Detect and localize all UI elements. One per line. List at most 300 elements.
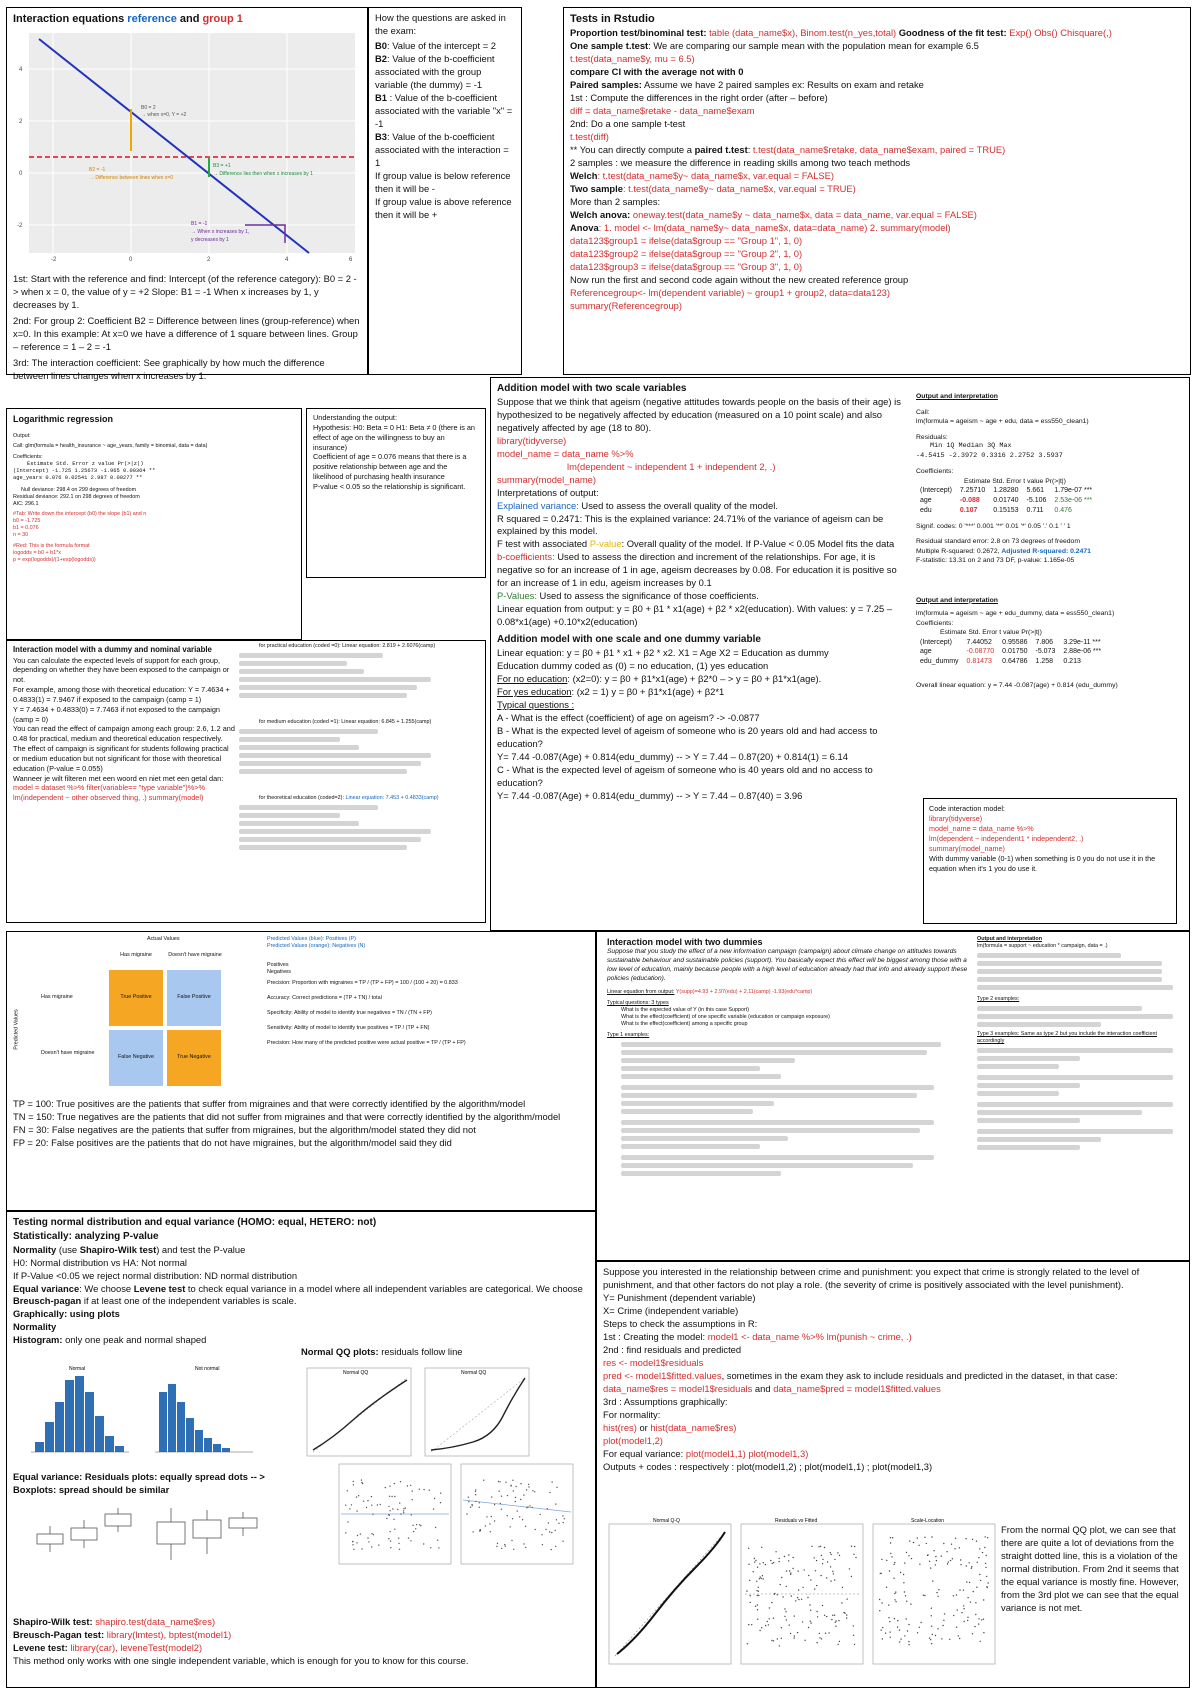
scatter-dot [351, 1504, 352, 1505]
scatter-dot [889, 1631, 890, 1632]
scatter-dot [904, 1591, 905, 1592]
model-output-theoretical [239, 805, 479, 865]
scatter-dot [356, 1510, 357, 1511]
scatter-dot [889, 1570, 890, 1571]
scatter-dot [784, 1608, 785, 1609]
normality-header: Normality [13, 1321, 57, 1333]
scatter-dot [356, 1542, 357, 1543]
scatter-dot [760, 1576, 761, 1577]
matrix-side-label: Predicted Values [13, 1009, 20, 1050]
scatter-dot [429, 1490, 430, 1491]
scatter-dot [881, 1602, 882, 1603]
scatter-dot [972, 1539, 973, 1540]
svg-text:Normal QQ: Normal QQ [343, 1370, 369, 1376]
residuals-label: Equal variance: Residuals plots: equally spread dots -- > [13, 1471, 265, 1482]
scatter-dot [525, 1526, 526, 1527]
scatter-dot [398, 1538, 399, 1539]
code-line: plot(model1,2) [603, 1434, 663, 1446]
scatter-dot [534, 1491, 535, 1492]
scatter-dot [959, 1589, 960, 1590]
scatter-dot [967, 1617, 968, 1618]
sensitivity-formula: Sensitivity: Ability of model to identify true positives = TP / (TP + FN) [267, 1025, 430, 1032]
scatter-dot [777, 1594, 778, 1595]
examples-label: Type 1 examples: [607, 1032, 650, 1039]
scatter-dot [797, 1632, 798, 1633]
histogram-figures [17, 1362, 271, 1462]
scatter-dot [545, 1529, 546, 1530]
scatter-dot [899, 1641, 900, 1642]
scatter-dot [960, 1559, 961, 1560]
scatter-dot [347, 1521, 348, 1522]
accuracy-formula: Accuracy: Correct predictions = (TP + TN) / total [267, 995, 382, 1002]
coef-row: edu 0.107 0.15153 0.711 0.476 [920, 506, 1072, 514]
independent-variable: X= Crime (independent variable) [603, 1304, 739, 1316]
scatter-dot [555, 1546, 556, 1547]
question-a: A - What is the effect (coefficient) of age on ageism? -> -0.0877 [497, 711, 760, 723]
equation-practical: for practical education (coded =0): Linear equation: 2.819 + 2.6076(camp) [259, 643, 436, 649]
scatter-dot [515, 1497, 516, 1498]
f-test: F test with associated P-value: Overall quality of the model. If P-Value < 0.05 Model fits the data [497, 538, 895, 550]
scatter-dot [390, 1540, 391, 1541]
scatter-dot [770, 1560, 771, 1561]
scatter-dot [371, 1546, 372, 1547]
scatter-dot [372, 1514, 373, 1515]
note-b0: B0 = 2 [141, 105, 156, 112]
scatter-dot [889, 1621, 890, 1622]
scatter-dot [983, 1619, 984, 1620]
scatter-dot [423, 1543, 424, 1544]
call-text: lm(formula = ageism ~ age + edu, data = ess550_clean1) [916, 418, 1089, 426]
scatter-dot [973, 1591, 974, 1592]
note-b3: B3 = +1 [213, 163, 231, 170]
scatter-dot [956, 1627, 957, 1628]
legend-line: Negatives [267, 969, 291, 976]
scatter-dot [750, 1595, 751, 1596]
scatter-dot [761, 1547, 762, 1548]
scatter-dot [809, 1604, 810, 1605]
scatter-dot [466, 1513, 467, 1514]
scatter-dot [556, 1487, 557, 1488]
scatter-dot [541, 1534, 542, 1535]
scatter-dot [498, 1491, 499, 1492]
question-b3: B3: Value of the b-coefficient associated with the interaction = 1 [375, 130, 509, 168]
understanding-output-section [306, 408, 486, 578]
output-call: lm(formula = support ~ education * campaign, data = .) [977, 943, 1108, 950]
scatter-dot [767, 1621, 768, 1622]
scatter-dot [412, 1525, 413, 1526]
code-line: res <- model1$residuals [603, 1356, 704, 1368]
type1-examples [607, 1042, 969, 1176]
scatter-dot [802, 1621, 803, 1622]
false-negative-cell: False Negative [109, 1030, 163, 1086]
output-title: Output and interpretation [916, 393, 998, 400]
scatter-dot [849, 1568, 850, 1569]
scatter-dot [437, 1540, 438, 1541]
scatter-dot [751, 1624, 752, 1625]
scatter-dot [808, 1575, 809, 1576]
interaction-dummy-section [6, 640, 486, 923]
scatter-dot [761, 1627, 762, 1628]
scatter-dot [775, 1551, 776, 1552]
scatter-dot [798, 1589, 799, 1590]
scatter-dot [949, 1639, 950, 1640]
equation-theoretical: for theoretical education (coded=2): Linear equation: 7.453 + 0.4833(camp) [259, 795, 439, 802]
scatter-dot [978, 1557, 979, 1558]
aic: AIC: 296.1 [13, 500, 39, 507]
scatter-dot [759, 1578, 760, 1579]
scatter-dot [905, 1595, 906, 1596]
scatter-dot [935, 1635, 936, 1636]
residuals-values: -4.5415 -2.3972 0.3316 2.2752 3.5937 [916, 451, 1063, 460]
scatter-dot [746, 1590, 747, 1591]
scatter-dot [854, 1546, 855, 1547]
scatter-dot [494, 1504, 495, 1505]
scatter-dot [971, 1566, 972, 1567]
scatter-dot [400, 1481, 401, 1482]
scatter-dot [497, 1543, 498, 1544]
scatter-dot [890, 1537, 891, 1538]
examples-label: Type 3 examples: Same as type 2 but you include the interaction coefficient accordingly [977, 1031, 1157, 1045]
scatter-dot [986, 1576, 987, 1577]
scatter-dot [749, 1580, 750, 1581]
scatter-dot [851, 1546, 852, 1547]
step-2: 2nd: For group 2: Coefficient B2 = Difference between lines (group-reference) when x=0. In this example: At x=0 we have a difference of 1 square between lines. Group – reference = 1 – 2 = -1 [13, 315, 360, 353]
scatter-dot [435, 1527, 436, 1528]
code-note: With dummy variable (0-1) when something is 0 you do not use it in the equation when it's 1 you do use it. [929, 854, 1156, 874]
scatter-dot [963, 1590, 964, 1591]
body-text: You can calculate the expected levels of support for each group, depending on whether they have been exposed to the campaign or not. [13, 655, 230, 685]
type3-examples [977, 1048, 1183, 1150]
scatter-dot [527, 1506, 528, 1507]
scatter-dot [972, 1633, 973, 1634]
output-title: Output and interpretation [977, 936, 1042, 942]
scatter-dot [494, 1520, 495, 1521]
scatter-dot [352, 1541, 353, 1542]
plot-title: Scale-Location [911, 1518, 945, 1524]
scatter-dot [900, 1638, 901, 1639]
body-text: Wanneer je wilt filteren met een woord en niet met een getal dan: [13, 773, 224, 783]
scatter-dot [353, 1481, 354, 1482]
scatter-dot [909, 1540, 910, 1541]
diagnostic-plots [605, 1516, 997, 1678]
coef-row: age_years 0.076 0.02541 2.987 0.00277 ** [13, 475, 143, 482]
code-line: diff = data_name$retake - data_name$exam [570, 104, 755, 116]
scatter-dot [513, 1549, 514, 1550]
scatter-dot [773, 1618, 774, 1619]
scatter-dot [932, 1634, 933, 1635]
scatter-dot [797, 1597, 798, 1598]
scatter-dot [814, 1588, 815, 1589]
scatter-dot [755, 1560, 756, 1561]
coef-label: Coefficients: [916, 619, 954, 627]
scatter-dot [890, 1553, 891, 1554]
section-title: Logarithmic regression [13, 414, 114, 424]
scatter-dot [747, 1643, 748, 1644]
section-title: Interaction equations reference and group 1 [13, 13, 243, 25]
scatter-dot [773, 1562, 774, 1563]
scatter-dot [842, 1587, 843, 1588]
questions-intro: How the questions are asked in the exam: [375, 12, 506, 36]
scatter-dot [886, 1587, 887, 1588]
residual-deviance: Residual deviance: 292.1 on 298 degrees of freedom [13, 493, 140, 500]
scatter-dot [757, 1595, 758, 1596]
true-negative-cell: True Negative [167, 1030, 221, 1086]
scatter-dot [794, 1635, 795, 1636]
scatter-dot [920, 1622, 921, 1623]
scatter-dot [801, 1599, 802, 1600]
step-2: 2nd : find residuals and predicted [603, 1343, 742, 1355]
scatter-dot [822, 1605, 823, 1606]
scatter-dot [781, 1627, 782, 1628]
p-values: P-Values: Used to assess the significance of those coefficients. [497, 590, 759, 602]
scatter-dot [489, 1523, 490, 1524]
scatter-dot [486, 1516, 487, 1517]
scatter-dot [834, 1559, 835, 1560]
interaction-two-dummies-section [596, 931, 1190, 1261]
scatter-dot [987, 1537, 988, 1538]
scatter-dot [957, 1609, 958, 1610]
scatter-dot [894, 1562, 895, 1563]
scatter-dot [832, 1571, 833, 1572]
scatter-dot [496, 1546, 497, 1547]
scatter-dot [757, 1619, 758, 1620]
scatter-dot [519, 1516, 520, 1517]
scatter-dot [564, 1518, 565, 1519]
pvalue-rule: If P-Value <0.05 we reject normal distribution: ND normal distribution [13, 1269, 298, 1281]
scatter-dot [507, 1495, 508, 1496]
scatter-dot [979, 1574, 980, 1575]
scatter-dot [413, 1531, 414, 1532]
scatter-dot [966, 1565, 967, 1566]
output-call: Call: glm(formula = health_insurance ~ age_years, family = binomial, data = data) [13, 443, 208, 450]
scatter-dot [835, 1622, 836, 1623]
code-line: model = dataset %>% filter(variable== "type variable")%>% lm(independent ~ other observed thing, .) summary(model) [13, 783, 205, 803]
scatter-dot [345, 1532, 346, 1533]
matrix-header: Actual Values [147, 936, 180, 942]
scatter-dot [978, 1623, 979, 1624]
scatter-dot [832, 1615, 833, 1616]
matrix-row-label: Doesn't have migraine [41, 1050, 95, 1056]
scatter-dot [779, 1558, 780, 1559]
scatter-dot [403, 1512, 404, 1513]
coef-table [916, 486, 1096, 515]
scatter-dot [825, 1633, 826, 1634]
equation-medium: for medium education (coded =1): Linear equation: 6.845 + 1.255(camp) [259, 719, 432, 726]
scatter-dot [788, 1554, 789, 1555]
scatter-dot [895, 1601, 896, 1602]
scatter-dot [846, 1598, 847, 1599]
scatter-dot [415, 1528, 416, 1529]
output-label: Output: [13, 433, 31, 440]
scatter-dot [371, 1533, 372, 1534]
coef-header: Estimate Std. Error z value Pr(>|z|) [27, 461, 144, 468]
scatter-dot [798, 1599, 799, 1600]
exam-questions-section [368, 7, 522, 375]
scatter-dot [831, 1554, 832, 1555]
scatter-dot [830, 1552, 831, 1553]
scatter-dot [563, 1522, 564, 1523]
scatter-dot [440, 1493, 441, 1494]
y-tick: 4 [19, 67, 23, 74]
scatter-dot [822, 1559, 823, 1560]
body-text: Linear equation from output: y = β0 + β1 * x1(age) + β2 * x2(education). With values: y = 7.25 – 0.08*x1(age) +0.10*x2(education) [497, 603, 893, 628]
residual-se: Residual standard error: 2.8 on 73 degrees of freedom [916, 538, 1080, 546]
scatter-dot [841, 1602, 842, 1603]
section-title: Addition model with two scale variables [497, 383, 687, 394]
scatter-dot [394, 1529, 395, 1530]
scatter-dot [853, 1635, 854, 1636]
scatter-dot [371, 1505, 372, 1506]
scatter-dot [419, 1489, 420, 1490]
scatter-dot [879, 1599, 880, 1600]
scatter-dot [816, 1611, 817, 1612]
scatter-dot [937, 1596, 938, 1597]
scatter-dot [963, 1605, 964, 1606]
scatter-dot [551, 1481, 552, 1482]
scatter-dot [780, 1584, 781, 1585]
confusion-matrix-section [6, 931, 596, 1211]
note-line: logodds = b0 + b1*x [13, 549, 61, 556]
scatter-dot [434, 1498, 435, 1499]
scatter-dot [398, 1543, 399, 1544]
explained-variance: Explained variance: Used to assess the overall quality of the model. [497, 499, 778, 511]
scatter-dot [987, 1587, 988, 1588]
scatter-dot [471, 1504, 472, 1505]
scatter-dot [371, 1496, 372, 1497]
coef-row: age -0.08770 0.01750 -5.073 2.88e-06 *** [920, 648, 1102, 656]
scatter-dot [886, 1560, 887, 1561]
scatter-dot [433, 1508, 434, 1509]
scatter-dot [491, 1516, 492, 1517]
scatter-dot [555, 1503, 556, 1504]
scatter-dot [969, 1582, 970, 1583]
scatter-dot [753, 1571, 754, 1572]
note-line: b1 = 0.076 [13, 524, 39, 531]
scatter-dot [932, 1580, 933, 1581]
scatter-dot [818, 1546, 819, 1547]
scatter-dot [981, 1619, 982, 1620]
scatter-dot [960, 1564, 961, 1565]
scatter-dot [985, 1563, 986, 1564]
scatter-dot [897, 1626, 898, 1627]
code-line: library(tidyverse) [929, 814, 983, 824]
scatter-dot [827, 1561, 828, 1562]
true-positive-cell: True Positive [109, 970, 163, 1026]
scatter-dot [885, 1633, 886, 1634]
scatter-dot [761, 1578, 762, 1579]
note-line: b0 = -1.725 [13, 517, 41, 524]
hypothesis: H0: Normal distribution vs HA: Not normal [13, 1256, 188, 1268]
scatter-dot [831, 1619, 832, 1620]
scatter-dot [804, 1640, 805, 1641]
scatter-dot [513, 1490, 514, 1491]
question-b1: B1 : Value of the b-coefficient associated with the variable "x" = -1 [375, 91, 513, 129]
scatter-dot [763, 1562, 764, 1563]
scatter-dot [551, 1532, 552, 1533]
scatter-dot [505, 1546, 506, 1547]
code-line: summary(model_name) [929, 844, 1005, 854]
scatter-dot [789, 1624, 790, 1625]
scatter-dot [894, 1599, 895, 1600]
coef-row: (Intercept) 7.25710 1.28280 5.661 1.79e-07 *** [920, 487, 1093, 495]
x-tick: 2 [207, 257, 211, 264]
scatter-dot [838, 1644, 839, 1645]
dependent-variable: Y= Punishment (dependent variable) [603, 1291, 756, 1303]
scatter-dot [966, 1581, 967, 1582]
scatter-dot [512, 1518, 513, 1519]
tp-explanation: TP = 100: True positives are the patients that suffer from migraines and that were correctly identified by the algorithm/model [13, 1098, 526, 1109]
scatter-dot [892, 1537, 893, 1538]
scatter-dot [792, 1557, 793, 1558]
scatter-dot [935, 1564, 936, 1565]
scatter-dot [950, 1560, 951, 1561]
scatter-dot [931, 1615, 932, 1616]
scatter-dot [791, 1595, 792, 1596]
proportion-test: Proportion test/binominal test: table (data_name$x), Binom.test(n_yes,total) Goodness of the fit test: Exp() Obs() Chisquare(,) [570, 27, 1112, 39]
scatter-dot [498, 1481, 499, 1482]
scatter-dot [965, 1538, 966, 1539]
answer-b: Y= 7.44 -0.087(Age) + 0.814(edu_dummy) -- > Y = 7.44 – 0.87(20) + 0.814(1) = 6.14 [497, 750, 848, 762]
scatter-dot [562, 1541, 563, 1542]
scatter-dot [345, 1505, 346, 1506]
scatter-dot [515, 1486, 516, 1487]
scatter-dot [830, 1566, 831, 1567]
normality-label: For normality: [603, 1408, 661, 1420]
scatter-dot [490, 1531, 491, 1532]
scatter-dot [908, 1624, 909, 1625]
scatter-dot [504, 1544, 505, 1545]
scatter-dot [352, 1544, 353, 1545]
fp-explanation: FP = 20: False positives are the patients that do not have migraines, but the algorithm/model said they did [13, 1136, 452, 1148]
scatter-dot [794, 1615, 795, 1616]
scatter-dot [924, 1595, 925, 1596]
scatter-dot [759, 1563, 760, 1564]
precision-formula: Precision: Proportion with migraines = TP / (TP + FP) = 100 / (100 + 20) = 0.833 [267, 980, 458, 987]
step-3: 3rd : Assumptions graphically: [603, 1395, 728, 1407]
scatter-dot [906, 1601, 907, 1602]
scatter-dot [361, 1479, 362, 1480]
scatter-dot [754, 1558, 755, 1559]
scatter-dot [784, 1556, 785, 1557]
scatter-dot [797, 1570, 798, 1571]
plot-title: Normal Q-Q [653, 1518, 680, 1524]
scatter-dot [748, 1564, 749, 1565]
b-coefficients: b-coefficients: Used to assess the direction and increment of the relationships. For age, it is negative so for an increase of 1 in age, ageism decreases by 0.08. For education it is positive so for an increase of 1 in edu, ageism increases by 0.1 [497, 551, 897, 589]
scatter-dot [786, 1619, 787, 1620]
scatter-dot [419, 1524, 420, 1525]
scatter-dot [903, 1582, 904, 1583]
scatter-dot [388, 1506, 389, 1507]
welch-test: Welch: t.test(data_name$y~ data_name$x, var.equal = FALSE) [570, 169, 835, 181]
scatter-dot [786, 1586, 787, 1587]
confusion-matrix [13, 936, 237, 1096]
two-sample-test: Two sample: t.test(data_name$y~ data_name$x, var.equal = TRUE) [570, 182, 856, 194]
question: What is the effect(coefficient) among a specific group [621, 1021, 748, 1028]
scatter-dot [549, 1531, 550, 1532]
interaction-equations-section [6, 7, 368, 381]
code-line: t.test(diff) [570, 130, 609, 142]
matrix-col-label: Doesn't have migraine [168, 952, 222, 958]
scatter-dot [781, 1638, 782, 1639]
coef-label: Coefficients: [916, 468, 954, 476]
code-title: Code interaction model: [929, 804, 1005, 813]
scatter-dot [984, 1547, 985, 1548]
scatter-dot [980, 1580, 981, 1581]
question: What is the effect(coefficient) of one specific variable (education or campaign exposure) [621, 1014, 830, 1021]
call-text: lm(formula = ageism ~ age + edu_dummy, data = ess550_clean1) [916, 610, 1115, 618]
code-line: data123$group3 = ifelse(data$group == "Group 3", 1, 0) [570, 260, 803, 272]
subsection-title: Statistically: analyzing P-value [13, 1230, 159, 1242]
